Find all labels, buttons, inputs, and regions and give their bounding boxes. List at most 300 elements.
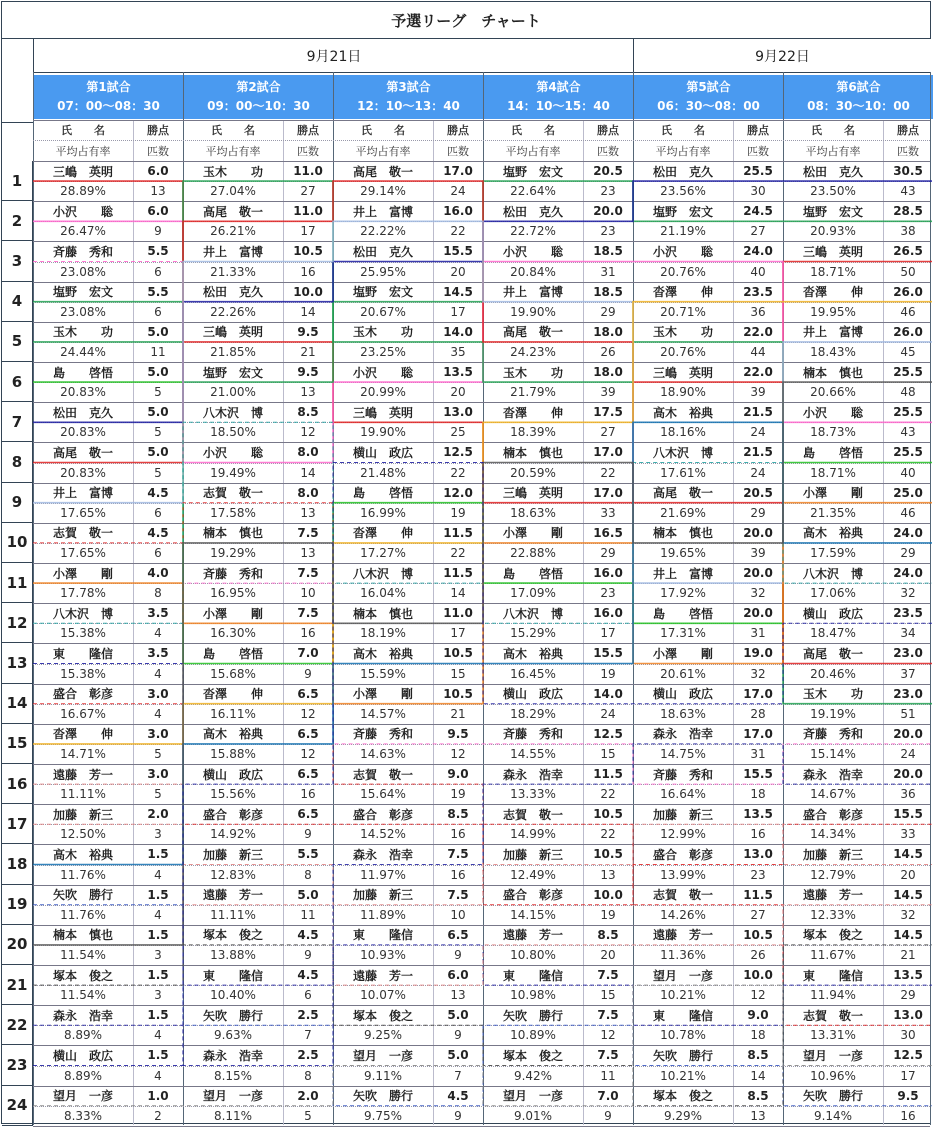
header-count: 匹数 xyxy=(897,145,919,158)
player-points: 13.0 xyxy=(743,847,773,862)
player-avg-rate: 8.15% xyxy=(213,1068,253,1083)
player-avg-rate: 17.31% xyxy=(660,626,706,641)
player-name: 井上 富博 xyxy=(652,566,713,581)
player-count: 21 xyxy=(900,947,916,962)
player-count: 9 xyxy=(454,1108,462,1123)
player-points: 8.0 xyxy=(297,445,319,460)
player-points: 7.5 xyxy=(297,566,319,581)
player-points: 15.5 xyxy=(443,244,473,259)
player-avg-rate: 11.76% xyxy=(60,907,106,922)
player-count: 33 xyxy=(900,827,916,842)
player-count: 27 xyxy=(750,907,766,922)
player-name: 塚本 俊之 xyxy=(352,1008,413,1023)
player-points: 1.5 xyxy=(147,847,169,862)
header-divider xyxy=(33,120,930,121)
player-count: 46 xyxy=(900,505,916,520)
player-points: 17.0 xyxy=(443,164,473,179)
player-name: 玉木 功 xyxy=(202,164,263,179)
player-name: 高尾 敬一 xyxy=(352,164,413,179)
player-points: 14.0 xyxy=(593,686,623,701)
player-points: 10.0 xyxy=(293,284,323,299)
player-count: 10 xyxy=(300,586,316,601)
player-avg-rate: 16.30% xyxy=(210,626,256,641)
player-points: 1.5 xyxy=(147,968,169,983)
header-points: 勝点 xyxy=(147,124,169,137)
player-name: 島 啓悟 xyxy=(502,566,563,581)
player-avg-rate: 19.90% xyxy=(510,304,556,319)
player-count: 16 xyxy=(300,264,316,279)
player-avg-rate: 17.09% xyxy=(510,586,556,601)
player-points: 8.0 xyxy=(297,485,319,500)
player-count: 30 xyxy=(900,1028,916,1043)
player-count: 23 xyxy=(600,224,616,239)
player-name: 塚本 俊之 xyxy=(52,968,113,983)
grid-row-subdivider xyxy=(33,262,930,263)
grid-row-subdivider xyxy=(33,623,930,624)
round-label: 第2試合 xyxy=(236,80,281,94)
player-name: 加藤 新三 xyxy=(52,807,113,822)
player-name: 遠藤 芳一 xyxy=(502,928,563,943)
player-count: 30 xyxy=(750,184,766,199)
player-count: 9 xyxy=(304,666,312,681)
player-name: 松田 克久 xyxy=(652,164,713,179)
player-points: 20.0 xyxy=(893,767,923,782)
player-count: 17 xyxy=(300,224,316,239)
player-count: 19 xyxy=(450,787,466,802)
player-count: 13 xyxy=(300,505,316,520)
round-label: 第6試合 xyxy=(836,80,881,94)
grid-column-divider xyxy=(633,72,634,1125)
player-points: 6.5 xyxy=(297,767,319,782)
player-count: 18 xyxy=(750,1028,766,1043)
player-points: 14.0 xyxy=(443,324,473,339)
player-points: 2.0 xyxy=(297,1088,319,1103)
player-points: 20.5 xyxy=(593,164,623,179)
grid-row-divider xyxy=(33,1005,930,1006)
grid-row-divider xyxy=(33,925,930,926)
header-subdivider xyxy=(33,140,930,141)
header-points: 勝点 xyxy=(897,124,919,137)
player-avg-rate: 17.58% xyxy=(210,505,256,520)
player-name: 小沢 聡 xyxy=(652,244,713,259)
player-count: 24 xyxy=(900,746,916,761)
player-avg-rate: 18.50% xyxy=(210,425,256,440)
player-name: 塚本 俊之 xyxy=(202,928,263,943)
grid-row-subdivider xyxy=(33,784,930,785)
player-name: 松田 克久 xyxy=(202,285,263,300)
player-count: 5 xyxy=(154,746,162,761)
player-count: 9 xyxy=(304,827,312,842)
player-avg-rate: 15.29% xyxy=(510,626,556,641)
rank-number: 11 xyxy=(2,563,33,603)
grid-row-divider xyxy=(33,442,930,443)
player-avg-rate: 18.16% xyxy=(660,425,706,440)
player-name: 遠藤 芳一 xyxy=(802,888,863,903)
player-name: 塚本 俊之 xyxy=(502,1048,563,1063)
player-count: 32 xyxy=(900,586,916,601)
player-name: 志賀 敬一 xyxy=(352,767,413,782)
player-count: 40 xyxy=(900,465,916,480)
player-points: 7.5 xyxy=(597,1008,619,1023)
player-points: 24.0 xyxy=(893,525,923,540)
player-points: 4.5 xyxy=(297,968,319,983)
grid-row-subdivider xyxy=(33,664,930,665)
player-avg-rate: 14.67% xyxy=(810,787,856,802)
player-name: 松田 克久 xyxy=(352,244,413,259)
date-header-day2: 9月22日 xyxy=(633,39,931,73)
player-count: 22 xyxy=(450,465,466,480)
player-avg-rate: 11.89% xyxy=(360,907,406,922)
player-count: 3 xyxy=(154,947,162,962)
player-name: 塩野 宏文 xyxy=(202,365,263,380)
player-points: 7.5 xyxy=(297,525,319,540)
player-avg-rate: 17.65% xyxy=(60,505,106,520)
player-points: 3.0 xyxy=(147,767,169,782)
rank-number: 2 xyxy=(2,201,33,241)
player-points: 17.0 xyxy=(593,445,623,460)
player-avg-rate: 21.85% xyxy=(210,344,256,359)
grid-row-divider xyxy=(33,201,930,202)
header-count: 匹数 xyxy=(147,145,169,158)
player-name: 高尾 敬一 xyxy=(652,486,713,501)
player-name: 沓澤 伸 xyxy=(202,687,263,702)
grid-row-subdivider xyxy=(33,221,930,222)
player-name: 矢吹 勝行 xyxy=(502,1008,563,1023)
player-count: 39 xyxy=(750,385,766,400)
player-points: 6.0 xyxy=(147,164,169,179)
player-avg-rate: 19.19% xyxy=(810,706,856,721)
player-avg-rate: 13.33% xyxy=(510,787,556,802)
player-points: 7.5 xyxy=(297,606,319,621)
player-points: 7.5 xyxy=(447,887,469,902)
player-name: 東 隆信 xyxy=(52,646,113,661)
player-points: 9.0 xyxy=(447,767,469,782)
player-avg-rate: 15.64% xyxy=(360,787,406,802)
player-count: 13 xyxy=(600,867,616,882)
player-points: 1.5 xyxy=(147,927,169,942)
player-name: 小澤 剛 xyxy=(202,606,263,621)
player-avg-rate: 15.88% xyxy=(210,746,256,761)
player-count: 23 xyxy=(600,184,616,199)
player-points: 17.0 xyxy=(593,485,623,500)
player-count: 7 xyxy=(454,1068,462,1083)
player-name: 高尾 敬一 xyxy=(502,325,563,340)
player-name: 遠藤 芳一 xyxy=(652,928,713,943)
player-count: 12 xyxy=(300,425,316,440)
player-count: 22 xyxy=(600,827,616,842)
player-points: 1.5 xyxy=(147,1008,169,1023)
player-name: 加藤 新三 xyxy=(202,847,263,862)
player-name: 塚本 俊之 xyxy=(802,928,863,943)
player-count: 22 xyxy=(450,224,466,239)
player-avg-rate: 15.38% xyxy=(60,666,106,681)
player-count: 17 xyxy=(900,1068,916,1083)
player-name: 矢吹 勝行 xyxy=(802,1089,863,1104)
player-name: 小澤 剛 xyxy=(802,486,863,501)
player-count: 23 xyxy=(600,586,616,601)
player-count: 43 xyxy=(900,425,916,440)
player-avg-rate: 18.73% xyxy=(810,425,856,440)
player-count: 16 xyxy=(900,1108,916,1123)
player-points: 24.0 xyxy=(743,244,773,259)
player-points: 26.0 xyxy=(893,284,923,299)
round-label: 第5試合 xyxy=(686,80,731,94)
player-count: 38 xyxy=(900,224,916,239)
player-name: 三嶋 英明 xyxy=(202,325,263,340)
player-avg-rate: 9.29% xyxy=(663,1108,703,1123)
player-count: 13 xyxy=(450,988,466,1003)
round-time: 07：00～08：30 xyxy=(57,99,160,113)
player-avg-rate: 21.33% xyxy=(210,264,256,279)
grid-row-divider xyxy=(33,643,930,644)
round-header xyxy=(333,75,483,119)
player-avg-rate: 17.92% xyxy=(660,586,706,601)
player-avg-rate: 14.57% xyxy=(360,706,406,721)
grid-row-divider xyxy=(33,764,930,765)
player-points: 13.5 xyxy=(893,968,923,983)
grid-column-divider xyxy=(783,72,784,1125)
player-avg-rate: 10.40% xyxy=(210,988,256,1003)
rank-number: 14 xyxy=(2,684,33,724)
player-name: 小澤 剛 xyxy=(652,646,713,661)
rank-number: 3 xyxy=(2,241,33,281)
player-count: 4 xyxy=(154,867,162,882)
player-count: 44 xyxy=(750,344,766,359)
header-name: 氏 名 xyxy=(811,124,855,137)
rank-number: 1 xyxy=(2,161,33,201)
player-avg-rate: 20.84% xyxy=(510,264,556,279)
player-avg-rate: 18.43% xyxy=(810,344,856,359)
player-count: 40 xyxy=(750,264,766,279)
player-avg-rate: 12.33% xyxy=(810,907,856,922)
player-count: 20 xyxy=(600,947,616,962)
player-points: 11.5 xyxy=(743,887,773,902)
player-count: 23 xyxy=(750,867,766,882)
player-avg-rate: 18.63% xyxy=(510,505,556,520)
player-avg-rate: 20.67% xyxy=(360,304,406,319)
player-points: 6.5 xyxy=(447,927,469,942)
header-avg: 平均占有率 xyxy=(805,145,861,158)
player-name: 沓澤 伸 xyxy=(652,285,713,300)
player-points: 7.0 xyxy=(597,1088,619,1103)
player-avg-rate: 9.25% xyxy=(363,1028,403,1043)
player-points: 12.5 xyxy=(443,445,473,460)
player-points: 14.5 xyxy=(893,847,923,862)
player-name: 三嶋 英明 xyxy=(352,405,413,420)
player-count: 39 xyxy=(600,385,616,400)
header-avg: 平均占有率 xyxy=(55,145,111,158)
player-name: 玉木 功 xyxy=(502,365,563,380)
player-count: 6 xyxy=(154,505,162,520)
player-name: 望月 一彦 xyxy=(652,968,713,983)
player-avg-rate: 13.99% xyxy=(660,867,706,882)
grid-row-divider xyxy=(33,1045,930,1046)
player-count: 36 xyxy=(900,787,916,802)
player-points: 18.0 xyxy=(593,324,623,339)
grid-row-subdivider xyxy=(33,583,930,584)
player-count: 13 xyxy=(300,385,316,400)
player-name: 東 隆信 xyxy=(352,928,413,943)
player-avg-rate: 26.21% xyxy=(210,224,256,239)
player-points: 30.5 xyxy=(893,164,923,179)
player-avg-rate: 14.55% xyxy=(510,746,556,761)
player-points: 7.5 xyxy=(597,968,619,983)
player-name: 森永 浩幸 xyxy=(652,727,713,742)
player-count: 25 xyxy=(450,425,466,440)
player-avg-rate: 12.99% xyxy=(660,827,706,842)
player-avg-rate: 9.14% xyxy=(813,1108,853,1123)
player-name: 志賀 敬一 xyxy=(202,486,263,501)
player-name: 塚本 俊之 xyxy=(652,1089,713,1104)
player-avg-rate: 23.56% xyxy=(660,184,706,199)
grid-row-divider xyxy=(33,965,930,966)
player-name: 塩野 宏文 xyxy=(502,164,563,179)
player-avg-rate: 23.08% xyxy=(60,264,106,279)
player-avg-rate: 20.83% xyxy=(60,425,106,440)
player-name: 望月 一彦 xyxy=(502,1089,563,1104)
player-points: 19.0 xyxy=(743,646,773,661)
player-avg-rate: 12.79% xyxy=(810,867,856,882)
player-name: 斉藤 秀和 xyxy=(52,244,113,259)
player-avg-rate: 9.75% xyxy=(363,1108,403,1123)
player-points: 25.5 xyxy=(893,365,923,380)
player-name: 松田 克久 xyxy=(802,164,863,179)
player-avg-rate: 20.71% xyxy=(660,304,706,319)
player-avg-rate: 12.50% xyxy=(60,827,106,842)
player-avg-rate: 10.89% xyxy=(510,1028,556,1043)
player-points: 5.0 xyxy=(447,1048,469,1063)
player-name: 横山 政広 xyxy=(352,445,413,460)
player-name: 八木沢 博 xyxy=(502,606,563,621)
player-avg-rate: 20.59% xyxy=(510,465,556,480)
player-name: 小澤 剛 xyxy=(52,566,113,581)
player-name: 望月 一彦 xyxy=(202,1089,263,1104)
player-points: 17.0 xyxy=(743,686,773,701)
grid-row-subdivider xyxy=(33,985,930,986)
player-name: 加藤 新三 xyxy=(352,888,413,903)
player-points: 13.0 xyxy=(443,405,473,420)
player-name: 小澤 剛 xyxy=(352,687,413,702)
player-count: 15 xyxy=(600,988,616,1003)
player-points: 1.5 xyxy=(147,1048,169,1063)
player-avg-rate: 11.54% xyxy=(60,988,106,1003)
player-count: 16 xyxy=(300,787,316,802)
player-count: 20 xyxy=(450,264,466,279)
player-count: 27 xyxy=(300,184,316,199)
player-avg-rate: 21.00% xyxy=(210,385,256,400)
player-avg-rate: 22.26% xyxy=(210,304,256,319)
player-points: 15.5 xyxy=(593,646,623,661)
player-points: 5.0 xyxy=(147,324,169,339)
player-count: 22 xyxy=(600,465,616,480)
player-count: 3 xyxy=(154,988,162,1003)
player-name: 横山 政広 xyxy=(202,767,263,782)
player-name: 高木 裕典 xyxy=(652,405,713,420)
player-avg-rate: 22.88% xyxy=(510,545,556,560)
player-avg-rate: 11.36% xyxy=(660,947,706,962)
player-avg-rate: 8.33% xyxy=(63,1108,103,1123)
player-avg-rate: 14.75% xyxy=(660,746,706,761)
player-points: 17.5 xyxy=(593,405,623,420)
player-count: 50 xyxy=(900,264,916,279)
player-avg-rate: 10.98% xyxy=(510,988,556,1003)
player-name: 高木 裕典 xyxy=(52,847,113,862)
player-points: 24.5 xyxy=(743,204,773,219)
grid-row-divider xyxy=(33,362,930,363)
player-avg-rate: 20.93% xyxy=(810,224,856,239)
player-count: 20 xyxy=(450,385,466,400)
player-name: 塩野 宏文 xyxy=(352,285,413,300)
player-points: 10.5 xyxy=(293,244,323,259)
header-avg: 平均占有率 xyxy=(505,145,561,158)
round-header xyxy=(33,75,183,119)
rank-number: 4 xyxy=(2,282,33,322)
player-name: 加藤 新三 xyxy=(802,847,863,862)
player-points: 16.0 xyxy=(593,606,623,621)
player-avg-rate: 19.90% xyxy=(360,425,406,440)
player-points: 10.5 xyxy=(443,686,473,701)
player-count: 35 xyxy=(450,344,466,359)
grid-row-divider xyxy=(33,322,930,323)
player-count: 13 xyxy=(300,545,316,560)
player-avg-rate: 20.83% xyxy=(60,385,106,400)
player-avg-rate: 28.89% xyxy=(60,184,106,199)
rank-number: 16 xyxy=(2,764,33,804)
player-avg-rate: 15.38% xyxy=(60,626,106,641)
player-avg-rate: 16.67% xyxy=(60,706,106,721)
player-count: 19 xyxy=(600,907,616,922)
player-count: 3 xyxy=(154,827,162,842)
rank-number: 12 xyxy=(2,603,33,643)
player-name: 小沢 聡 xyxy=(352,365,413,380)
player-points: 20.5 xyxy=(743,485,773,500)
player-points: 21.5 xyxy=(743,445,773,460)
player-avg-rate: 17.65% xyxy=(60,545,106,560)
player-count: 22 xyxy=(600,787,616,802)
player-points: 16.0 xyxy=(443,204,473,219)
player-points: 18.5 xyxy=(593,284,623,299)
player-points: 12.5 xyxy=(593,726,623,741)
player-name: 八木沢 博 xyxy=(652,445,713,460)
player-avg-rate: 8.89% xyxy=(63,1068,103,1083)
rank-number: 5 xyxy=(2,322,33,362)
grid-column-divider xyxy=(33,72,34,1125)
player-points: 10.5 xyxy=(593,807,623,822)
player-count: 27 xyxy=(750,224,766,239)
player-count: 31 xyxy=(600,264,616,279)
round-header xyxy=(483,75,633,119)
player-count: 6 xyxy=(154,545,162,560)
player-avg-rate: 11.11% xyxy=(210,907,256,922)
player-count: 2 xyxy=(154,1108,162,1123)
player-avg-rate: 22.72% xyxy=(510,224,556,239)
player-points: 16.5 xyxy=(593,525,623,540)
round-label: 第3試合 xyxy=(386,80,431,94)
header-avg: 平均占有率 xyxy=(655,145,711,158)
header-avg: 平均占有率 xyxy=(205,145,261,158)
player-name: 沓澤 伸 xyxy=(802,285,863,300)
grid-row-divider xyxy=(33,1086,930,1087)
player-name: 玉木 功 xyxy=(52,325,113,340)
player-count: 15 xyxy=(600,746,616,761)
rank-number: 7 xyxy=(2,402,33,442)
player-points: 9.5 xyxy=(447,726,469,741)
player-points: 11.5 xyxy=(443,566,473,581)
header-name: 氏 名 xyxy=(511,124,555,137)
player-avg-rate: 16.04% xyxy=(360,586,406,601)
player-avg-rate: 11.54% xyxy=(60,947,106,962)
player-count: 12 xyxy=(300,706,316,721)
